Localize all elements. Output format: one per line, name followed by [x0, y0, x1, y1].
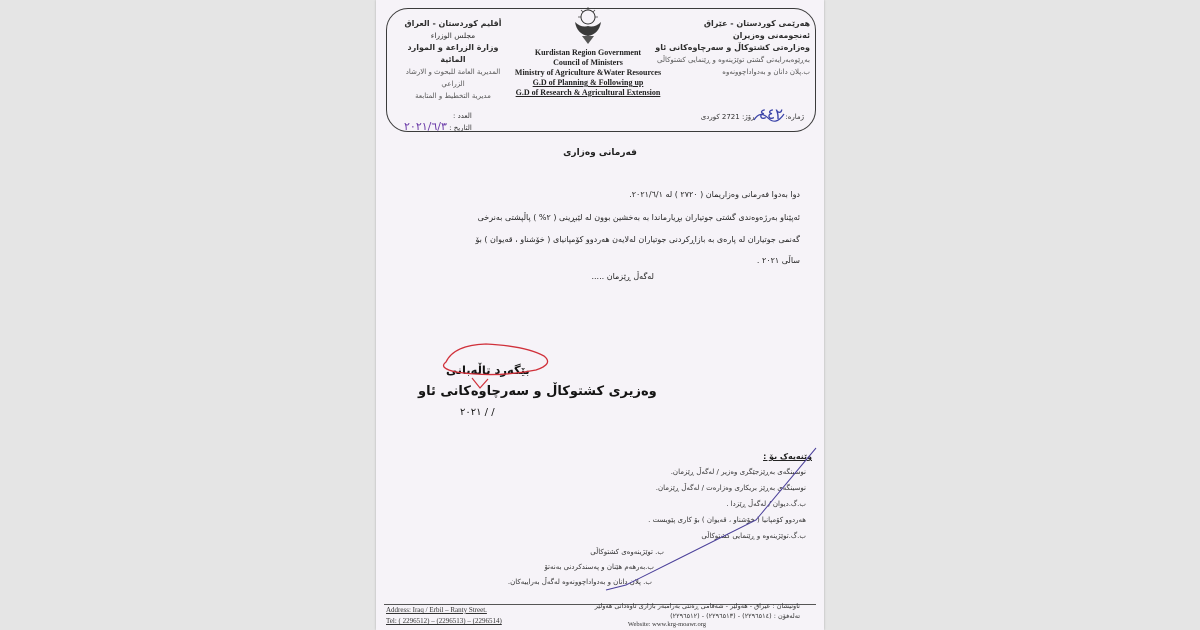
- english-research-line: G.D of Research & Agricultural Extension: [515, 88, 661, 97]
- kurdish-department-line: ب.پلان دانان و بەدواداچوونەوە: [722, 68, 810, 76]
- signatory-title: وەزیری کشتوکاڵ و سەرچاوەکانی ئاو: [418, 384, 657, 399]
- arabic-department-line: مديرية التخطيط و المتابعة: [415, 92, 491, 100]
- number-label: ژمارە: [787, 113, 804, 121]
- letterhead-kurdish: [652, 18, 810, 78]
- date-label: التاريخ: [453, 124, 472, 132]
- handwritten-number: ٤٤٢: [758, 105, 784, 123]
- body-line-4: ساڵی ٢٠٢١ .: [756, 256, 800, 265]
- arabic-region-line: أقليم كوردستان - العراق: [404, 19, 502, 28]
- adad-label: العدد: [457, 112, 472, 120]
- body-line-3: گەنمی جوتیاران لە پارەی بە بازاڕکردنی جوتیاران لەلایەن هەردوو کۆمپانیای ( خۆشناو ، قەیوان ) بۆ: [475, 235, 800, 244]
- kurdish-council-line: ئەنجومەنی وەزیران: [732, 31, 810, 40]
- kurdish-directorate-line: بەڕێوەبەرایەتی گشتی توێژینەوە و ڕێنمایی کشتوکاڵی: [656, 56, 810, 64]
- cc-item: ب.گ.دیوان / لەگەڵ ڕێزدا .: [726, 500, 806, 508]
- kurdish-region-line: هەرێمی کوردستان - عێراق: [703, 19, 810, 28]
- english-region-line: Kurdistan Region Government: [534, 48, 642, 57]
- cc-item: نوسینگەی بەڕێزجێگری وەزیر / لەگەڵ ڕێزمان.: [670, 468, 806, 476]
- closing-regards: لەگەڵ ڕێزمان .....: [591, 272, 654, 281]
- english-planning-line: G.D of Planning & Following up: [532, 78, 644, 87]
- footer-kurdish-address: ناونیشان : عیراق - هەولێر - شەقامی ڕەنتی بەرامبەر بازاری ئاوەدانی هەولێر: [594, 602, 800, 610]
- document-title: فەرمانی وەزاری: [563, 148, 637, 158]
- arabic-directorate-line: المديرية العامة للبحوث و الارشاد الزراعي: [405, 68, 501, 88]
- cc-item: ب.گ.توێژینەوە و ڕێنمایی کشتوکاڵی: [701, 532, 806, 540]
- arabic-council-line: مجلس الوزراء: [430, 31, 476, 40]
- cc-item: ب.بەرهەم هێنان و پەسندکردنی بەنەتۆ: [544, 563, 654, 571]
- footer-website: Website: www.krg-moawr.org: [627, 621, 706, 628]
- kurdistan-emblem-icon: [571, 6, 605, 46]
- footer-telephone: Tel: ( 2296512) – (2296513) – (2296514): [386, 617, 502, 625]
- english-council-line: Council of Ministers: [553, 58, 623, 67]
- handwritten-date: ٢٠٢١/٦/٣: [404, 120, 447, 133]
- arabic-number-date-row: العدد : التاريخ : ٢٠٢١/٦/٣: [404, 112, 472, 133]
- footer-address: Address: Iraq / Erbil – Ranty Street.: [386, 606, 487, 614]
- cc-item: ب. توێژینەوەی کشتوکاڵی: [590, 548, 664, 556]
- day-label: رۆژ: [744, 113, 755, 121]
- reference-number-row: ژمارە: ٤٤٢ رۆژ: 2721 كوردی: [700, 105, 804, 123]
- body-line-2: ئەپێناو بەرژەوەندی گشتی جوتیاران بڕیارماندا بە بەخشین بوون لە لێبڕینی ( ٢% ) پاڵپشتی بەنرخی: [477, 213, 800, 222]
- cc-item: نوسینگەی بەڕێز بریکاری وەزارەت / لەگەڵ ڕێزمان.: [655, 484, 806, 492]
- cc-item: ب. پلان دانان و بەدواداچوونەوە لەگەڵ بەراییەکان.: [507, 578, 652, 586]
- body-line-1: دوا بەدوا فەرمانی وەزاریمان ( ٢٧٢٠ ) لە ٢٠٢١/٦/١.: [629, 190, 800, 199]
- signature-date: / / ٢٠٢١: [460, 407, 495, 418]
- arabic-ministry-line: وزارة الزراعة و الموارد المائية: [407, 43, 499, 64]
- kurdish-ministry-line: وەزارەتی کشتوکاڵ و سەرچاوەکانی ئاو: [655, 43, 810, 52]
- document-page: [376, 0, 824, 630]
- copy-to-label: وێنەیەک بۆ :: [763, 452, 812, 461]
- letterhead-arabic: [394, 18, 512, 102]
- footer-kurdish-phone: تەلەفۆن : (٢٢٩٦٥١٤) - (٢٢٩٦٥١٣) - (٢٢٩٦٥١٢): [670, 612, 800, 620]
- kurdish-year: 2721 كوردی: [700, 113, 740, 121]
- english-ministry-line: Ministry of Agriculture &Water Resources: [514, 68, 662, 77]
- cc-item: هەردوو کۆمپانیا ( خۆشناو ، قەیوان ) بۆ کاری پێویست .: [648, 516, 806, 524]
- signatory-name: بێگەرد تاڵەبانی: [446, 363, 530, 377]
- letterhead-english: [504, 6, 672, 98]
